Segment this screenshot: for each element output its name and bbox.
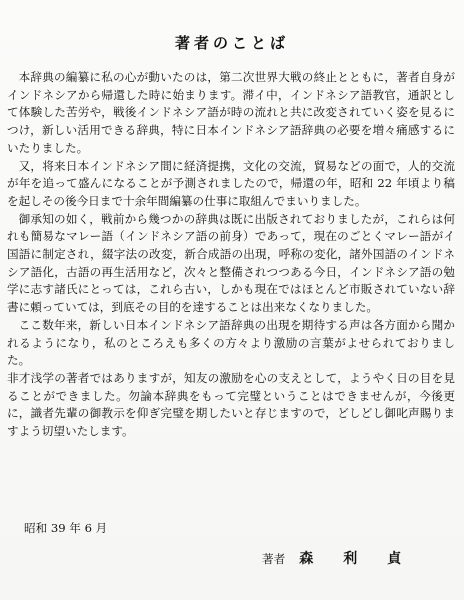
paragraph-1: 本辞典の編纂に私の心が動いたのは，第二次世界大戦の終止とともに，著者自身がインドネシアから帰還した時に始まります。滞イ中，インドネシア語教官，通訳として体験した苦労や，戦後インドネシア語が時の流れと共に改変されていく姿を見るにつけ，新しい活用できる辞典，特に日本インドネシア語辞典の必要を増々痛感するにいたりました。: [7, 70, 455, 155]
preface-title: 著者のことば: [174, 34, 289, 52]
author-name: 森利貞: [299, 551, 432, 567]
preface-date: 昭和 39 年 6 月: [24, 521, 108, 535]
paragraph-2: 又，将来日本インドネシア間に経済提携，文化の交流，貿易などの面で，人的交流が年を追って盛んになることが予測されましたので，帰還の年，昭和 22 年頃より稿を起しその後今日まで十余年間編纂の仕事に取組んでまいりました。: [7, 158, 455, 208]
author-signature: [262, 548, 431, 568]
paragraph-5: 非才浅学の著者ではありますが，知友の激励を心の支えとして，ようやく日の目を見ることができました。勿論本辞典をもって完璧ということはできませんが，今後更に，識者先輩の御教示を仰ぎ完璧を期したいと存じますので，どしどし御叱声賜りますよう切望いたします。: [7, 370, 455, 439]
preface-body: [7, 69, 455, 441]
author-label: 著者: [262, 552, 286, 566]
paragraph-3: 御承知の如く，戦前から幾つかの辞典は既に出版されておりましたが，これらは何れも簡易なマレー語（インドネシア語の前身）であって，現在のごとくマレー語がイ国語に制定され，綴字法の改変，新合成語の出現，呼称の変化，諸外国語のインドネシア語化，古語の再生活用など，次々と整備されつつある今日，インドネシア語の勉学に志す諸氏にとっては，これら古い，しかも現在ではほとんど市販されていない辞書に頼っていては，到底その目的を達することは出来なくなりました。: [7, 211, 455, 315]
paragraph-4: ここ数年来，新しい日本インドネシア語辞典の出現を期待する声は各方面から聞かれるようになり，私のところえも多くの方々より激励の言葉がよせられておりました。: [7, 317, 455, 368]
